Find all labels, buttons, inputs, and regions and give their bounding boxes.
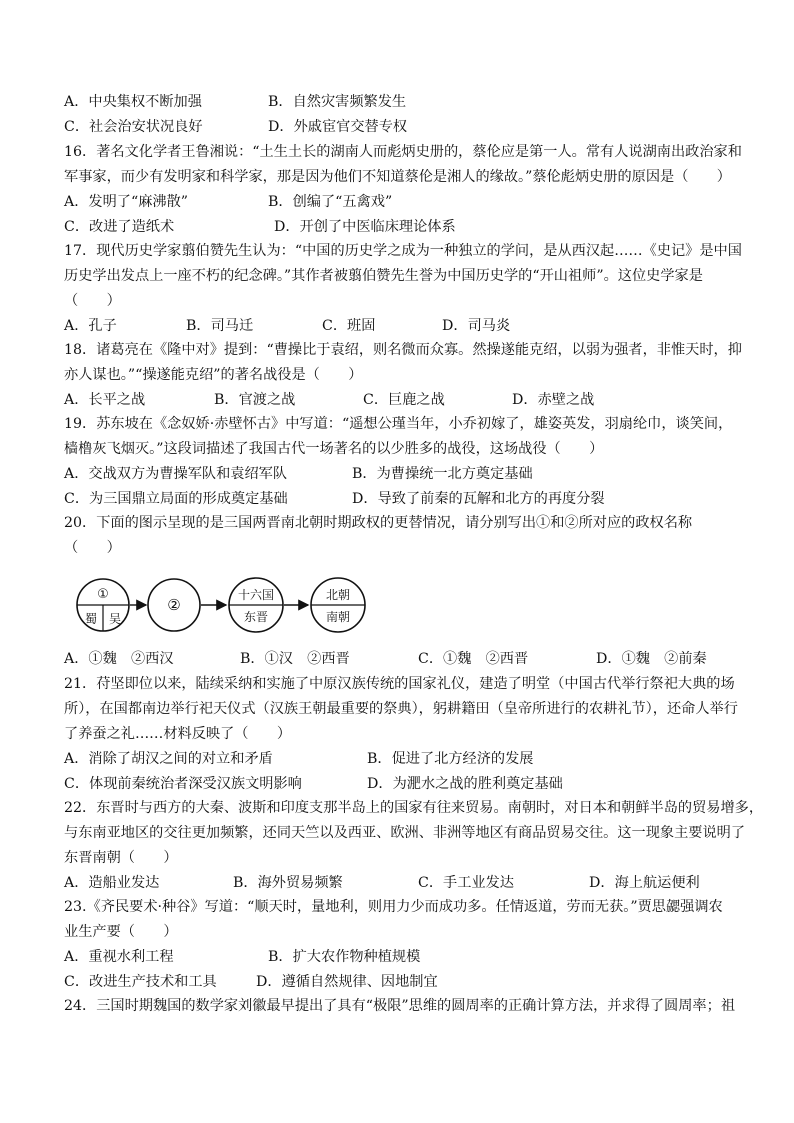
answer-option: C．体现前秦统治者深受汉族文明影响 <box>64 776 302 792</box>
answer-option: D．为淝水之战的胜利奠定基础 <box>367 776 563 792</box>
regime-succession-svg <box>70 577 380 633</box>
answer-option: B．①汉 ②西晋 <box>240 651 350 667</box>
question-text-line: 历史学出发点上一座不朽的纪念碑。”其作者被翦伯赞先生誉为中国历史学的“开山祖师”。这位史学家是 <box>64 268 703 284</box>
question-text-line: 了养蚕之礼……材料反映了（ ） <box>64 726 292 742</box>
circle-period-2 <box>148 579 200 631</box>
question-text-line: 与东南亚地区的交往更加频繁，还同天竺以及西亚、欧洲、非洲等地区有商品贸易交往。这一现象主要说明了 <box>64 825 746 841</box>
answer-option: C．社会治安状况良好 <box>64 119 203 135</box>
question-text-line: 军事家，而少有发明家和科学家，那是因为他们不知道蔡伦是湘人的缘故。”蔡伦彪炳史册的原因是（ ） <box>64 169 731 185</box>
answer-option: B．为曹操统一北方奠定基础 <box>352 466 533 482</box>
answer-option: A．中央集权不断加强 <box>64 94 202 110</box>
circle-1-top-label: ① <box>97 587 109 602</box>
question-text-line: （ ） <box>64 293 121 309</box>
answer-option: B．扩大农作物种植规模 <box>268 949 421 965</box>
question-text-line: （ ） <box>64 540 121 556</box>
answer-option: B．海外贸易频繁 <box>233 875 343 891</box>
circle-3-top-label: 十六国 <box>237 588 275 602</box>
answer-option: D．①魏 ②前秦 <box>596 651 707 667</box>
question-text-line: 亦人谋也。”“操遂能克绍”的著名战役是（ ） <box>64 367 363 383</box>
circle-1-left-label: 蜀 <box>84 612 98 626</box>
answer-option: A．发明了“麻沸散” <box>64 194 189 210</box>
answer-option: C．①魏 ②西晋 <box>418 651 529 667</box>
regime-succession-diagram <box>70 577 380 633</box>
circle-period-1 <box>77 579 129 631</box>
question-text-line: 所），在国都南边举行祀天仪式（汉族王朝最重要的祭典），躬耕籍田（皇帝所进行的农耕礼节），还命人举行 <box>64 701 738 717</box>
circle-1-right-label: 吴 <box>108 612 122 626</box>
answer-option: A．①魏 ②西汉 <box>64 651 174 667</box>
answer-option: C．为三国鼎立局面的形成奠定基础 <box>64 491 288 507</box>
answer-option: B．自然灾害频繁发生 <box>268 94 407 110</box>
answer-option: D．海上航运便利 <box>589 875 700 891</box>
answer-option: B．创编了“五禽戏” <box>268 194 393 210</box>
answer-option: C．改进生产技术和工具 <box>64 974 217 990</box>
question-text-line: 16．著名文化学者王鲁湘说：“土生土长的湖南人而彪炳史册的，蔡伦应是第一人。常有人说湖南出政治家和 <box>64 144 742 160</box>
question-text-line: 23.《齐民要术·种谷》写道：“顺天时，量地利，则用力少而成功多。任情返道，劳而无获。”贾思勰强调农 <box>64 899 723 915</box>
answer-option: C．改进了造纸术 <box>64 219 175 235</box>
answer-option: D．导致了前秦的瓦解和北方的再度分裂 <box>352 491 605 507</box>
answer-option: B．官渡之战 <box>214 392 296 408</box>
answer-option: C．巨鹿之战 <box>363 392 445 408</box>
question-text-line: 18．诸葛亮在《隆中对》提到：“曹操比于袁绍，则名微而众寡。然操遂能克绍，以弱为强者，非惟天时，抑 <box>64 342 742 358</box>
answer-option: A．长平之战 <box>64 392 146 408</box>
answer-option: C．手工业发达 <box>418 875 514 891</box>
circle-3-bottom-label: 东晋 <box>243 610 269 624</box>
answer-option: D．司马炎 <box>442 318 511 334</box>
question-text-line: 东晋南朝（ ） <box>64 850 178 866</box>
question-text-line: 业生产要（ ） <box>64 924 178 940</box>
answer-option: B．促进了北方经济的发展 <box>367 751 534 767</box>
answer-option: A．消除了胡汉之间的对立和矛盾 <box>64 751 273 767</box>
question-text-line: 17．现代历史学家翦伯赞先生认为：“中国的历史学之成为一种独立的学问，是从西汉起……《史记》是中国 <box>64 243 742 259</box>
answer-option: D．赤壁之战 <box>512 392 595 408</box>
answer-option: A．交战双方为曹操军队和袁绍军队 <box>64 466 288 482</box>
answer-option: A．孔子 <box>64 318 117 334</box>
circle-4-bottom-label: 南朝 <box>325 610 351 624</box>
answer-option: D．遵循自然规律、因地制宜 <box>256 974 438 990</box>
circle-period-3 <box>229 578 283 632</box>
answer-option: D．开创了中医临床理论体系 <box>274 219 456 235</box>
answer-option: C．班固 <box>322 318 376 334</box>
circle-4-top-label: 北朝 <box>325 588 351 602</box>
question-text-line: 樯橹灰飞烟灭。”这段词描述了我国古代一场著名的以少胜多的战役，这场战役（ ） <box>64 441 604 457</box>
question-text-line: 19．苏东坡在《念奴娇·赤壁怀古》中写道：“遥想公瑾当年，小乔初嫁了，雄姿英发，羽扇纶巾，谈笑间， <box>64 416 733 432</box>
answer-option: B．司马迁 <box>186 318 254 334</box>
answer-option: A．重视水利工程 <box>64 949 174 965</box>
circle-period-4 <box>311 578 365 632</box>
question-text-line: 22．东晋时与西方的大秦、波斯和印度支那半岛上的国家有往来贸易。南朝时，对日本和朝鲜半岛的贸易增多， <box>64 800 764 816</box>
question-text-line: 21．苻坚即位以来，陆续采纳和实施了中原汉族传统的国家礼仪，建造了明堂（中国古代举行祭祀大典的场 <box>64 676 735 692</box>
question-text-line: 20．下面的图示呈现的是三国两晋南北朝时期政权的更替情况，请分别写出①和②所对应的政权名称 <box>64 515 693 531</box>
answer-option: A．造船业发达 <box>64 875 160 891</box>
circle-2-label: ② <box>167 596 181 614</box>
answer-option: D．外戚宦官交替专权 <box>268 119 408 135</box>
question-text-line: 24．三国时期魏国的数学家刘徽最早提出了具有“极限”思维的圆周率的正确计算方法，并求得了圆周率；祖 <box>64 998 736 1014</box>
